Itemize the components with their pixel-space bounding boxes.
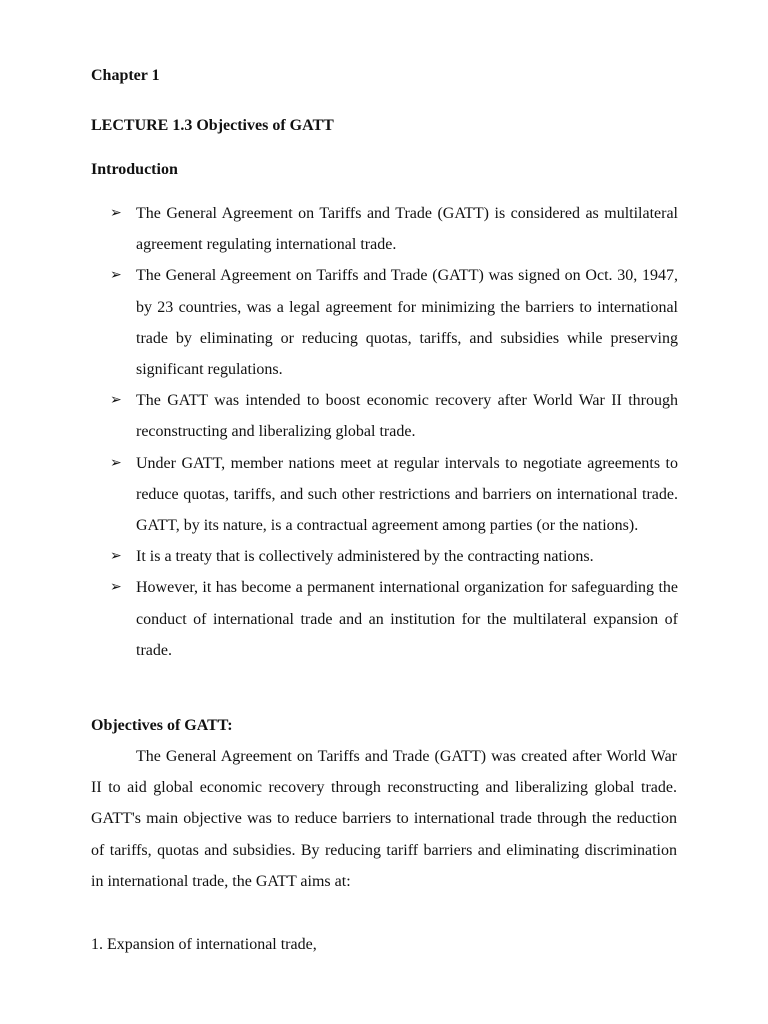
lecture-title: LECTURE 1.3 Objectives of GATT bbox=[91, 117, 334, 134]
introduction-heading: Introduction bbox=[91, 161, 178, 178]
bullet-text: The GATT was intended to boost economic recovery after World War II through reconstructing and liberalizing global trade. bbox=[136, 392, 678, 441]
bullet-text: The General Agreement on Tariffs and Trade (GATT) is considered as multilateral agreement regulating international trade. bbox=[136, 205, 678, 254]
objectives-list-item: 1. Expansion of international trade, bbox=[91, 936, 317, 953]
bullet-item bbox=[110, 572, 678, 666]
bullet-text: It is a treaty that is collectively administered by the contracting nations. bbox=[136, 548, 594, 566]
bullet-text: The General Agreement on Tariffs and Trade (GATT) was signed on Oct. 30, 1947, by 23 countries, was a legal agreement for minimizing the barriers to international trade by eliminating or reducing quotas, tariffs, and subsidies while preserving significant regulations. bbox=[136, 267, 678, 379]
arrow-bullet-icon: ➢ bbox=[110, 579, 122, 596]
arrow-bullet-icon: ➢ bbox=[110, 267, 122, 284]
bullet-item bbox=[110, 448, 678, 542]
objectives-heading: Objectives of GATT: bbox=[91, 717, 233, 734]
bullet-item bbox=[110, 385, 678, 447]
arrow-bullet-icon: ➢ bbox=[110, 454, 122, 471]
bullet-item bbox=[110, 198, 678, 260]
arrow-bullet-icon: ➢ bbox=[110, 548, 122, 565]
objectives-paragraph: The General Agreement on Tariffs and Trade (GATT) was created after World War II to aid global economic recovery through reconstructing and liberalizing global trade. GATT's main objective was to reduce barriers to international trade through the reduction of tariffs, quotas and subsidies. By reducing tariff barriers and eliminating discrimination in international trade, the GATT aims at: bbox=[91, 748, 677, 890]
bullet-text: However, it has become a permanent international organization for safeguarding the conduct of international trade and an institution for the multilateral expansion of trade. bbox=[136, 579, 678, 659]
bullet-item bbox=[110, 541, 678, 572]
introduction-bullet-list bbox=[110, 198, 678, 666]
bullet-item bbox=[110, 260, 678, 385]
chapter-heading: Chapter 1 bbox=[91, 67, 160, 84]
bullet-text: Under GATT, member nations meet at regular intervals to negotiate agreements to reduce quotas, tariffs, and such other restrictions and barriers on international trade. GATT, by its nature, is a contractual agreement among parties (or the nations). bbox=[136, 454, 678, 535]
arrow-bullet-icon: ➢ bbox=[110, 205, 122, 221]
arrow-bullet-icon: ➢ bbox=[110, 392, 122, 409]
